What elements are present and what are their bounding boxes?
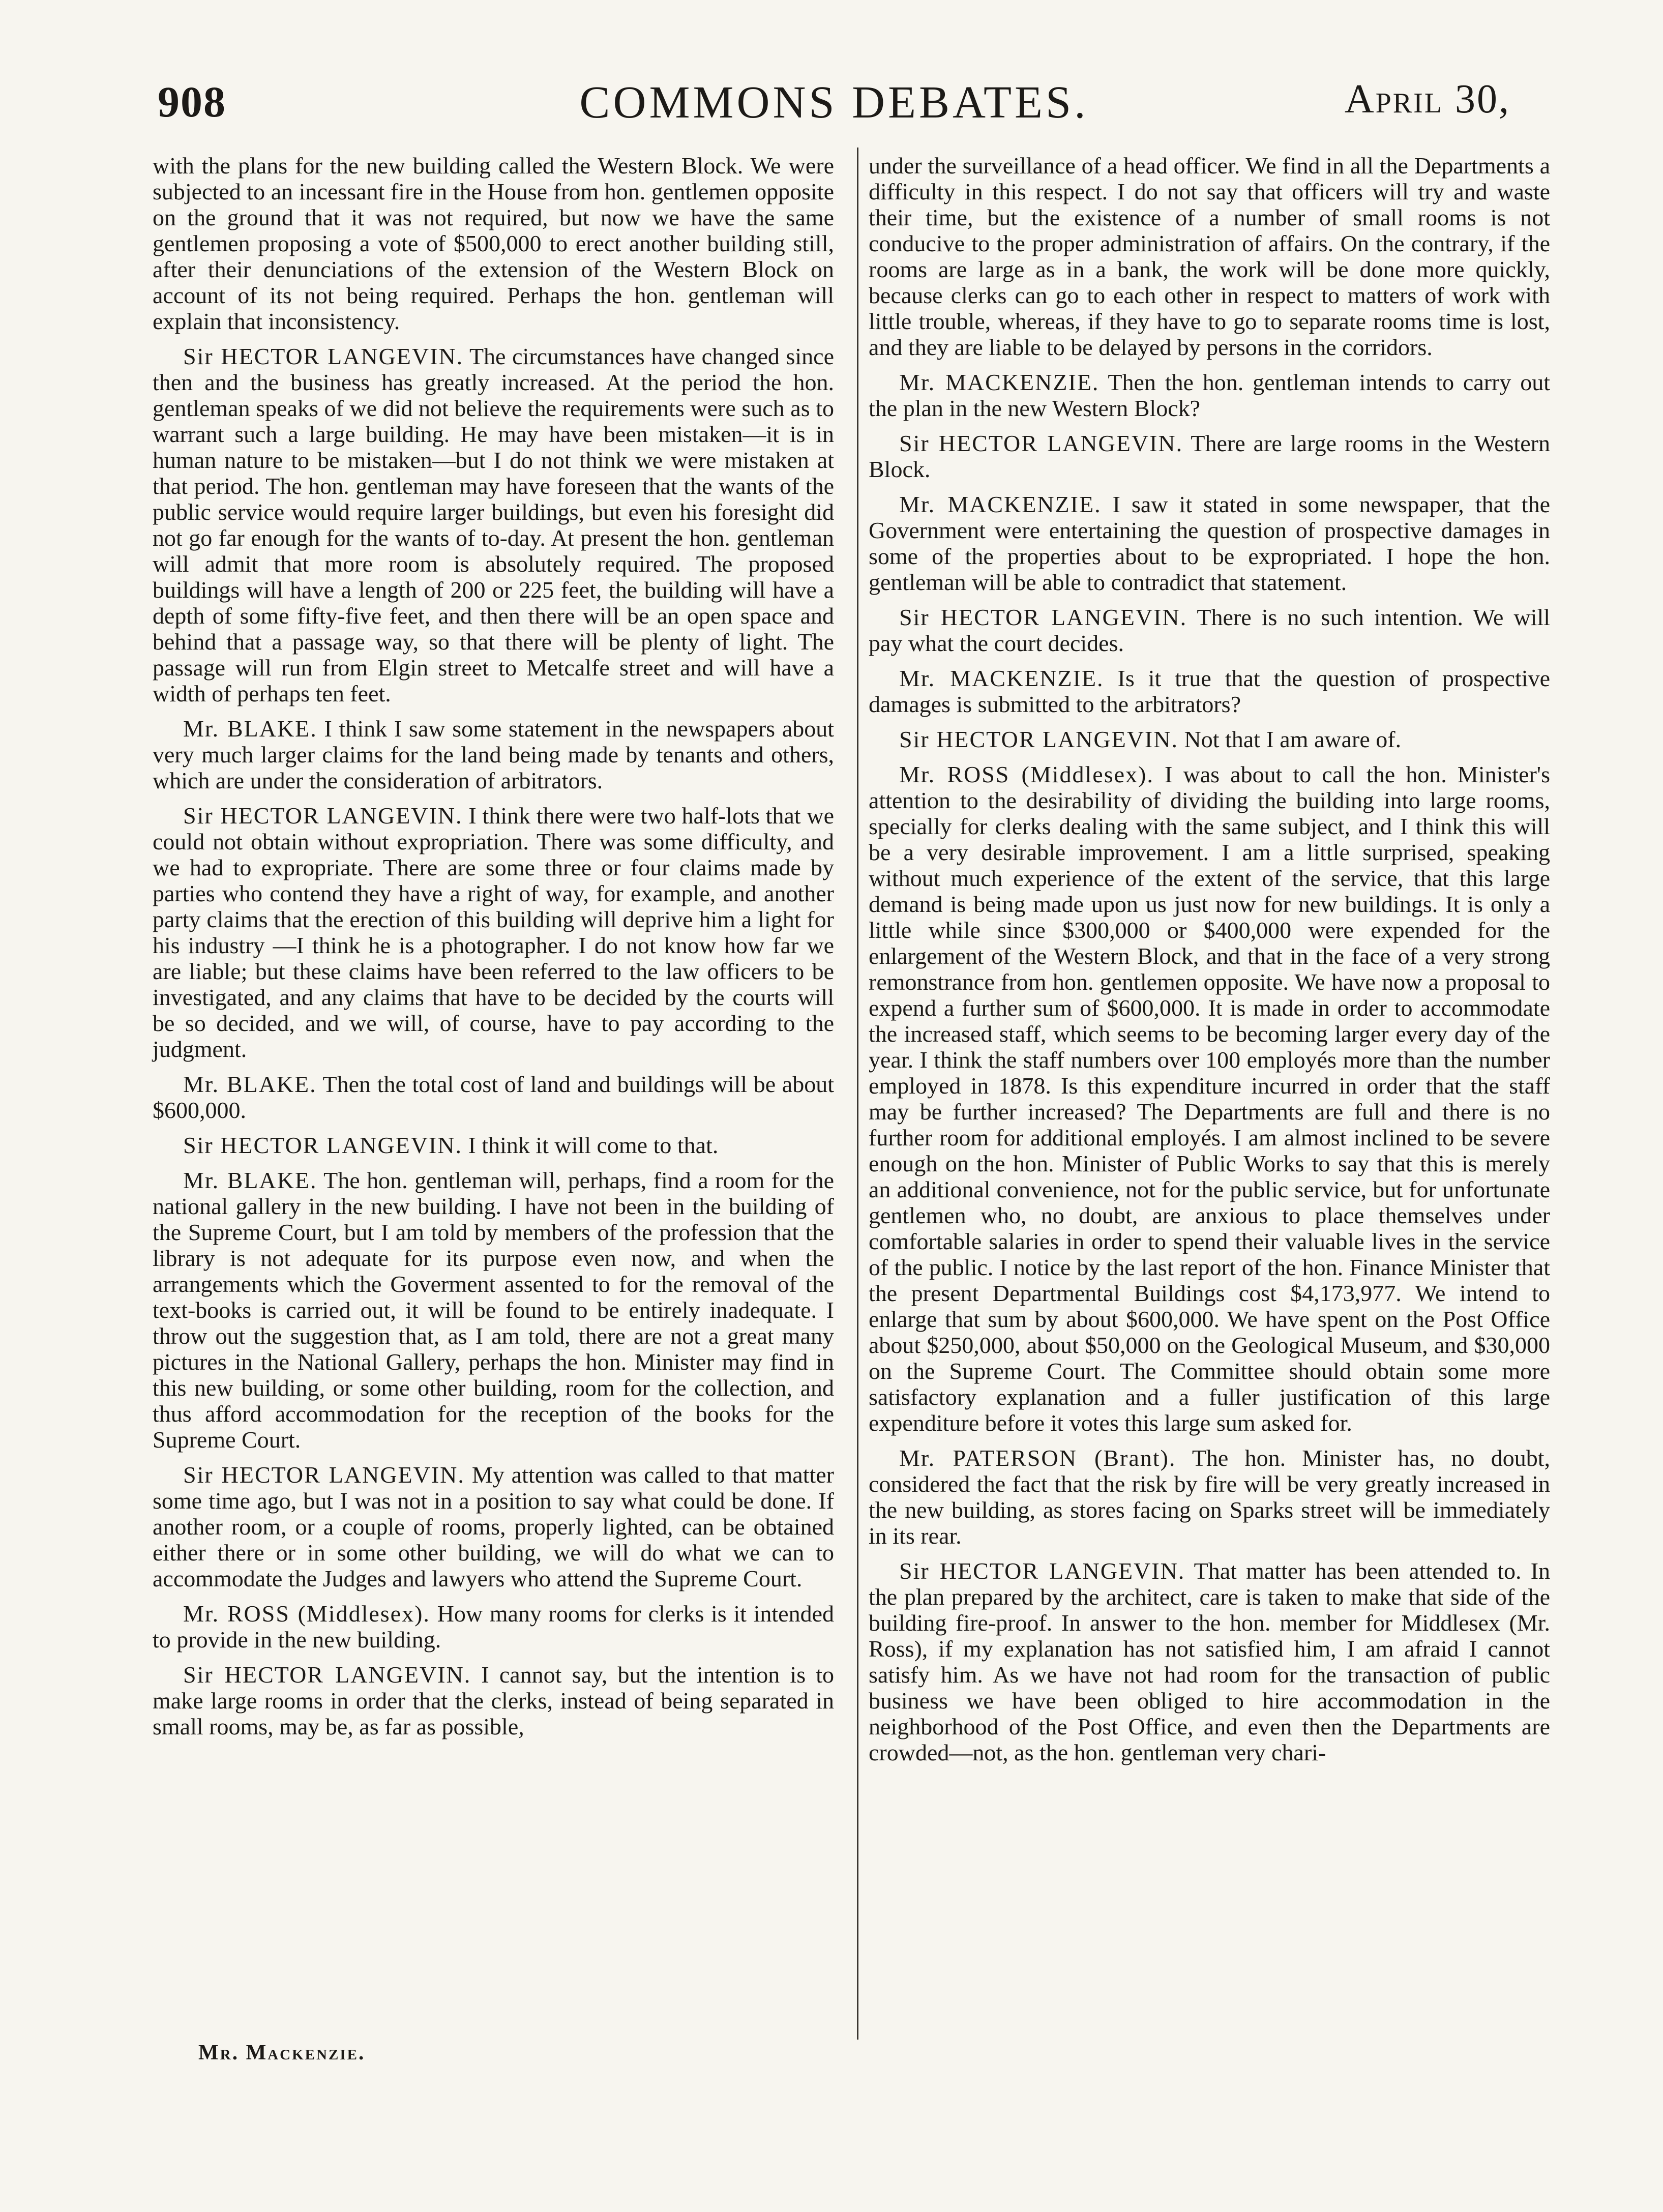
speaker-name: Sir HECTOR LANGEVIN. <box>183 343 464 369</box>
paragraph-text: My attention was called to that matter some time ago, but I was not in a position to say what could be done. If another room, or a couple of rooms, properly lighted, can be obtained either there or in some other building, we will do what we can to accommodate the Judges and lawyers who attend the Supreme Court. <box>153 1462 834 1591</box>
speaker-name: Sir HECTOR LANGEVIN. <box>899 604 1187 630</box>
paragraph <box>153 1662 834 1739</box>
paragraph <box>869 369 1550 421</box>
paragraph <box>153 1462 834 1591</box>
paragraph-text: How many rooms for clerks is it intended to provide in the new building. <box>153 1601 834 1653</box>
right-column <box>869 153 1550 1775</box>
paragraph <box>153 153 834 334</box>
speaker-name: Sir HECTOR LANGEVIN. <box>183 803 463 829</box>
paragraph <box>869 665 1550 717</box>
page-header <box>153 76 1516 137</box>
paragraph <box>869 726 1550 752</box>
paragraph-text: Is it true that the question of prospective damages is submitted to the arbitrators? <box>869 665 1551 717</box>
paragraph-text: I saw it stated in some newspaper, that the Government were entertaining the question of prospective damages in some of the properties about to be expropriated. I hope the hon. gentleman will be able to contradict that statement. <box>869 491 1551 595</box>
paragraph <box>869 153 1550 360</box>
paragraph-text: I was about to call the hon. Minister's attention to the desirability of dividing the building into large rooms, specially for clerks dealing with the same subject, and I think this will be a very desirable improvement. I am a little surprised, speaking without much experience of the extent of the service, that this large demand is being made upon us just now for new buildings. It is only a little while since $300,000 or $400,000 were expended for the enlargement of the Western Block, and that in the face of a very strong remonstrance from hon. gentlemen opposite. We have now a proposal to expend a further sum of $600,000. It is made in order to accommodate the increased staff, which seems to be becoming larger every day of the year. I think the staff numbers over 100 employés more than the number employed in 1878. Is this expenditure incurred in order that the staff may be further increased? The Departments are full and there is no further room for additional employés. I am almost inclined to be severe enough on the hon. Minister of Public Works to say that this is merely an additional convenience, not for the public service, but for unfortunate gentlemen who, no doubt, are anxious to place themselves under comfortable salaries in order to spend their valuable lives in the service of the public. I notice by the last report of the hon. Finance Minister that the present Departmental Buildings cost $4,173,977. We intend to enlarge that sum by about $600,000. We have spent on the Post Office about $250,000, about $50,000 on the Geological Museum, and $30,000 on the Supreme Court. The Committee should obtain some more satisfactory explanation and a fuller justification of this large expenditure before it votes this large sum asked for. <box>869 761 1550 1436</box>
speaker-name: Mr. MACKENZIE. <box>899 369 1100 395</box>
speaker-name: Mr. PATERSON (Brant). <box>899 1445 1176 1471</box>
paragraph <box>869 1558 1550 1765</box>
paragraph-text: with the plans for the new building called the Western Block. We were subjected to an incessant fire in the House from hon. gentlemen opposite on the ground that it was not required, but now we have the same gentlemen proposing a vote of $500,000 to erect another building still, after their denunciations of the extension of the Western Block on account of its not being required. Perhaps the hon. gentleman will explain that inconsistency. <box>153 153 834 334</box>
paragraph <box>869 430 1550 482</box>
paragraph <box>153 1132 834 1158</box>
speaker-name: Sir HECTOR LANGEVIN. <box>183 1132 462 1158</box>
column-divider <box>857 148 858 2040</box>
paragraph-text: I think it will come to that. <box>468 1132 719 1158</box>
catchword: Mr. Mackenzie. <box>198 2041 366 2064</box>
paragraph <box>869 1445 1550 1549</box>
paragraph <box>153 803 834 1062</box>
speaker-name: Mr. BLAKE. <box>183 1167 317 1193</box>
speaker-name: Sir HECTOR LANGEVIN. <box>183 1662 471 1688</box>
paragraph-text: under the surveillance of a head officer. We find in all the Departments a difficulty in this respect. I do not say that officers will try and waste their time, but the existence of a number of small rooms is not conducive to the proper administration of affairs. On the contrary, if the rooms are large as in a bank, the work will be done more quickly, because clerks can go to each other in respect to matters of work with little trouble, whereas, if they have to go to separate rooms time is lost, and they are liable to be delayed by persons in the corridors. <box>869 153 1550 360</box>
paragraph <box>869 604 1550 656</box>
speaker-name: Mr. MACKENZIE. <box>899 491 1102 517</box>
speaker-name: Sir HECTOR LANGEVIN. <box>899 430 1183 456</box>
speaker-name: Mr. MACKENZIE. <box>899 665 1104 691</box>
paragraph <box>153 1071 834 1123</box>
paragraph-text: That matter has been attended to. In the plan prepared by the architect, care is taken to make that side of the building fire-proof. In answer to the hon. member for Middlesex (Mr. Ross), if my explanation has not satisfied him, I am afraid I cannot satisfy him. As we have not had room for the transaction of public business we have been obliged to hire accommodation in the neighborhood of the Post Office, and even then the Departments are crowded—not, as the hon. gentleman very chari- <box>869 1558 1551 1765</box>
left-column <box>153 153 834 1749</box>
paragraph-text: There are large rooms in the Western Block. <box>869 430 1551 482</box>
paragraph-text: I cannot say, but the intention is to make large rooms in order that the clerks, instead of being separated in small rooms, may be, as far as possible, <box>153 1662 835 1739</box>
paragraph <box>153 1167 834 1453</box>
speaker-name: Sir HECTOR LANGEVIN. <box>899 1558 1185 1584</box>
paragraph <box>153 343 834 706</box>
paragraph-text: Then the hon. gentleman intends to carry out the plan in the new Western Block? <box>869 369 1551 421</box>
paragraph-text: I think there were two half-lots that we could not obtain without expropriation. There was some difficulty, and we had to expropriate. There are some three or four claims made by parties who contend they have a right of way, for example, and another party claims that the erection of this building will deprive him a light for his industry —I think he is a photographer. I do not know how far we are liable; but these claims have been referred to the law officers to be investigated, and any claims that have to be decided by the courts will be so decided, and we will, of course, have to pay according to the judgment. <box>153 803 835 1062</box>
paragraph <box>153 716 834 793</box>
paragraph <box>869 761 1550 1436</box>
speaker-name: Sir HECTOR LANGEVIN. <box>183 1462 465 1488</box>
paragraph <box>153 1601 834 1653</box>
paragraph-text: I think I saw some statement in the newspapers about very much larger claims for the land being made by tenants and others, which are under the consideration of arbitrators. <box>153 716 835 793</box>
speaker-name: Mr. ROSS (Middlesex). <box>183 1601 430 1627</box>
speaker-name: Mr. ROSS (Middlesex). <box>899 761 1154 787</box>
paragraph-text: There is no such intention. We will pay what the court decides. <box>869 604 1551 656</box>
page-date: April 30, <box>1344 77 1510 122</box>
paragraph-text: The hon. Minister has, no doubt, considered the fact that the risk by fire will be very greatly increased in the new building, as stores facing on Sparks street will be immediately in its rear. <box>869 1445 1551 1549</box>
paragraph-text: Not that I am aware of. <box>1184 726 1402 752</box>
page-number: 908 <box>158 77 226 126</box>
speaker-name: Mr. BLAKE. <box>183 716 317 742</box>
paragraph-text: The circumstances have changed since then and the business has greatly increased. At the period the hon. gentleman speaks of we did not believe the requirements were such as to warrant such a large building. He may have been mistaken—it is in human nature to be mistaken—but I do not think we were mistaken at that period. The hon. gentleman may have foreseen that the wants of the public service would require larger buildings, but even his foresight did not go far enough for the wants of to-day. At present the hon. gentleman will admit that more room is absolutely required. The proposed buildings will have a length of 200 or 225 feet, the building will have a depth of some fifty-five feet, and then there will be an open space and behind that a passage way, so that there will be plenty of light. The passage will run from Elgin street to Metcalfe street and will have a width of perhaps ten feet. <box>153 343 835 706</box>
paragraph <box>869 491 1550 595</box>
publication-title: COMMONS DEBATES. <box>579 77 1089 128</box>
paragraph-text: Then the total cost of land and buildings will be about $600,000. <box>153 1071 835 1123</box>
speaker-name: Mr. BLAKE. <box>183 1071 317 1097</box>
paragraph-text: The hon. gentleman will, perhaps, find a room for the national gallery in the new building. I have not been in the building of the Supreme Court, but I am told by members of the profession that the library is not adequate for its purpose even now, and when the arrangements which the Goverment assented to for the removal of the text-books is carried out, it will be found to be entirely inadequate. I throw out the suggestion that, as I am told, there are not a great many pictures in the National Gallery, perhaps the hon. Minister may find in this new building, or some other building, room for the collection, and thus afford accommodation for the reception of the books for the Supreme Court. <box>153 1167 834 1453</box>
speaker-name: Sir HECTOR LANGEVIN. <box>899 726 1178 752</box>
